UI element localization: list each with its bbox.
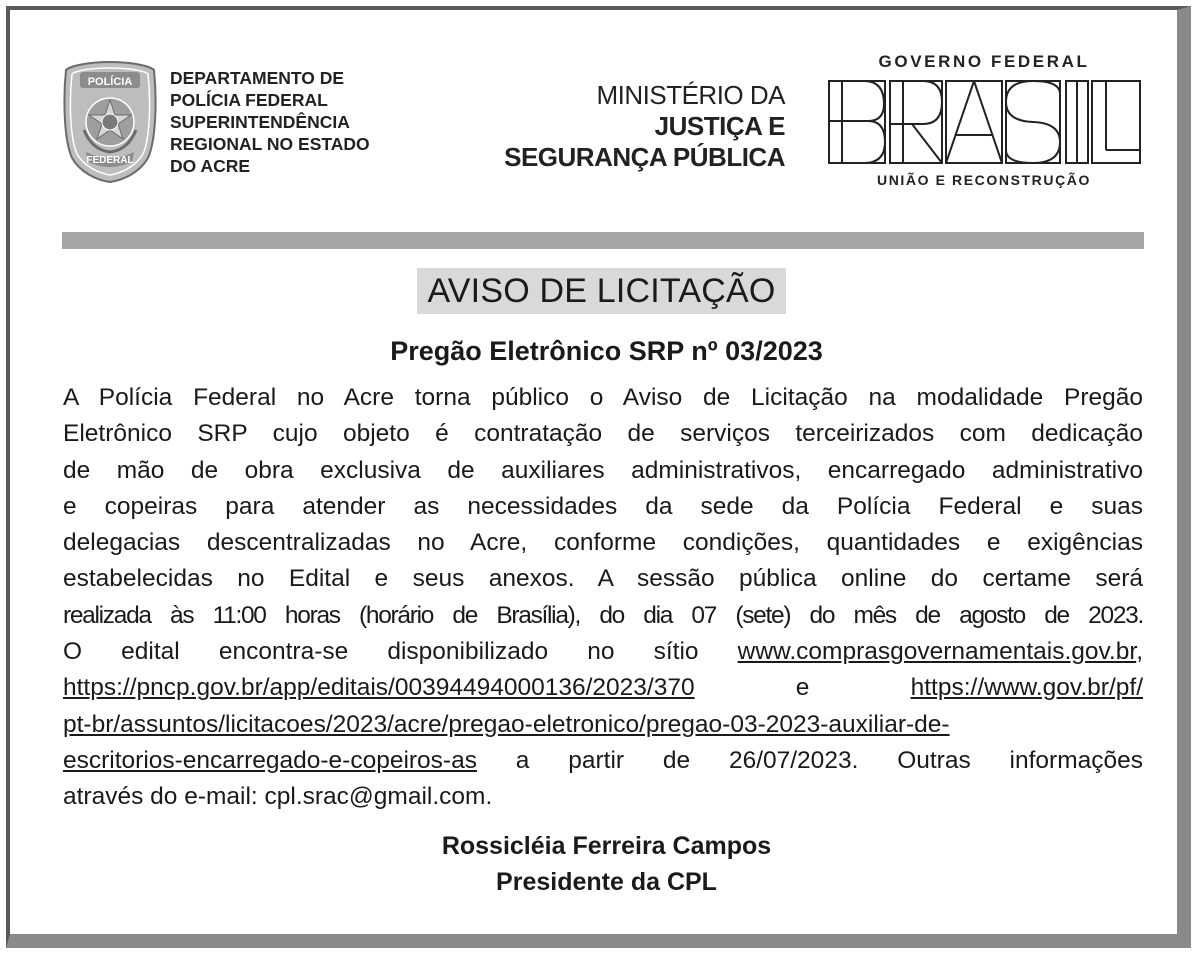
governo-federal-label: GOVERNO FEDERAL <box>878 52 1090 71</box>
body-line: A Polícia Federal no Acre torna público o Aviso de Licitação na modalidade Pregão <box>63 384 1143 411</box>
body-line: através do e-mail: cpl.srac@gmail.com. <box>63 783 493 811</box>
govbr-link[interactable]: https://www.gov.br/pf/ <box>910 674 1144 702</box>
ministry-logo <box>470 80 785 173</box>
body-line <box>63 743 1143 779</box>
body-line: e copeiras para atender as necessidades da sede da Polícia Federal e suas <box>63 492 1143 520</box>
compras-link[interactable]: www.comprasgovernamentais.gov.br <box>737 638 1137 666</box>
body-text: e <box>795 674 810 702</box>
svg-text:FEDERAL: FEDERAL <box>86 155 134 166</box>
govbr-link[interactable]: pt-br/assuntos/licitacoes/2023/acre/pregao-eletronico/pregao-03-2023-auxiliar-de- <box>63 710 950 738</box>
department-line: SUPERINTENDÊNCIA <box>170 112 350 132</box>
body-line: delegacias descentralizadas no Acre, conforme condições, quantidades e exigências <box>63 529 1143 557</box>
brasil-logo <box>828 80 1142 164</box>
signatory-role: Presidente da CPL <box>496 868 717 896</box>
body-text: O edital encontra-se disponibilizado no sítio <box>63 638 699 666</box>
body-line: de mão de obra exclusiva de auxiliares administrativos, encarregado administrativo <box>63 456 1143 484</box>
department-line: REGIONAL NO ESTADO <box>170 134 370 154</box>
pncp-link[interactable]: https://pncp.gov.br/app/editais/00394494000136/2023/370 <box>63 674 695 702</box>
body-line <box>63 707 1143 743</box>
ministry-line: JUSTIÇA E <box>654 111 785 141</box>
body-line: realizada às 11:00 horas (horário de Brasília), do dia 07 (sete) do mês de agosto de 2023. <box>63 601 1143 629</box>
body-line: Eletrônico SRP cujo objeto é contratação de serviços terceirizados com dedicação <box>63 420 1143 448</box>
notice-body <box>63 380 1143 816</box>
body-line <box>63 670 1143 706</box>
ministry-line: SEGURANÇA PÚBLICA <box>504 142 785 172</box>
body-line: estabelecidas no Edital e seus anexos. A sessão pública online do certame será <box>63 565 1143 593</box>
ministry-line: MINISTÉRIO DA <box>596 80 785 110</box>
svg-text:POLÍCIA: POLÍCIA <box>87 76 133 88</box>
policia-federal-badge-icon <box>62 60 158 184</box>
govbr-link[interactable]: escritorios-encarregado-e-copeiros-as <box>63 746 477 774</box>
title-container <box>0 268 1193 314</box>
body-line <box>63 634 1143 670</box>
department-line: DO ACRE <box>170 156 251 176</box>
body-text: , <box>1136 638 1143 666</box>
signature-block <box>10 828 1193 900</box>
department-line: POLÍCIA FEDERAL <box>170 90 328 110</box>
uniao-reconstrucao-label: UNIÃO E RECONSTRUÇÃO <box>876 172 1091 188</box>
header-divider <box>62 232 1144 249</box>
body-text: a partir de 26/07/2023. Outras informações <box>515 746 1143 774</box>
signatory-name: Rossicléia Ferreira Campos <box>441 832 772 860</box>
notice-subtitle: Pregão Eletrônico SRP nº 03/2023 <box>390 336 823 366</box>
department-name <box>170 67 370 177</box>
department-line: DEPARTAMENTO DE <box>170 68 345 88</box>
notice-title: AVISO DE LICITAÇÃO <box>417 268 785 314</box>
